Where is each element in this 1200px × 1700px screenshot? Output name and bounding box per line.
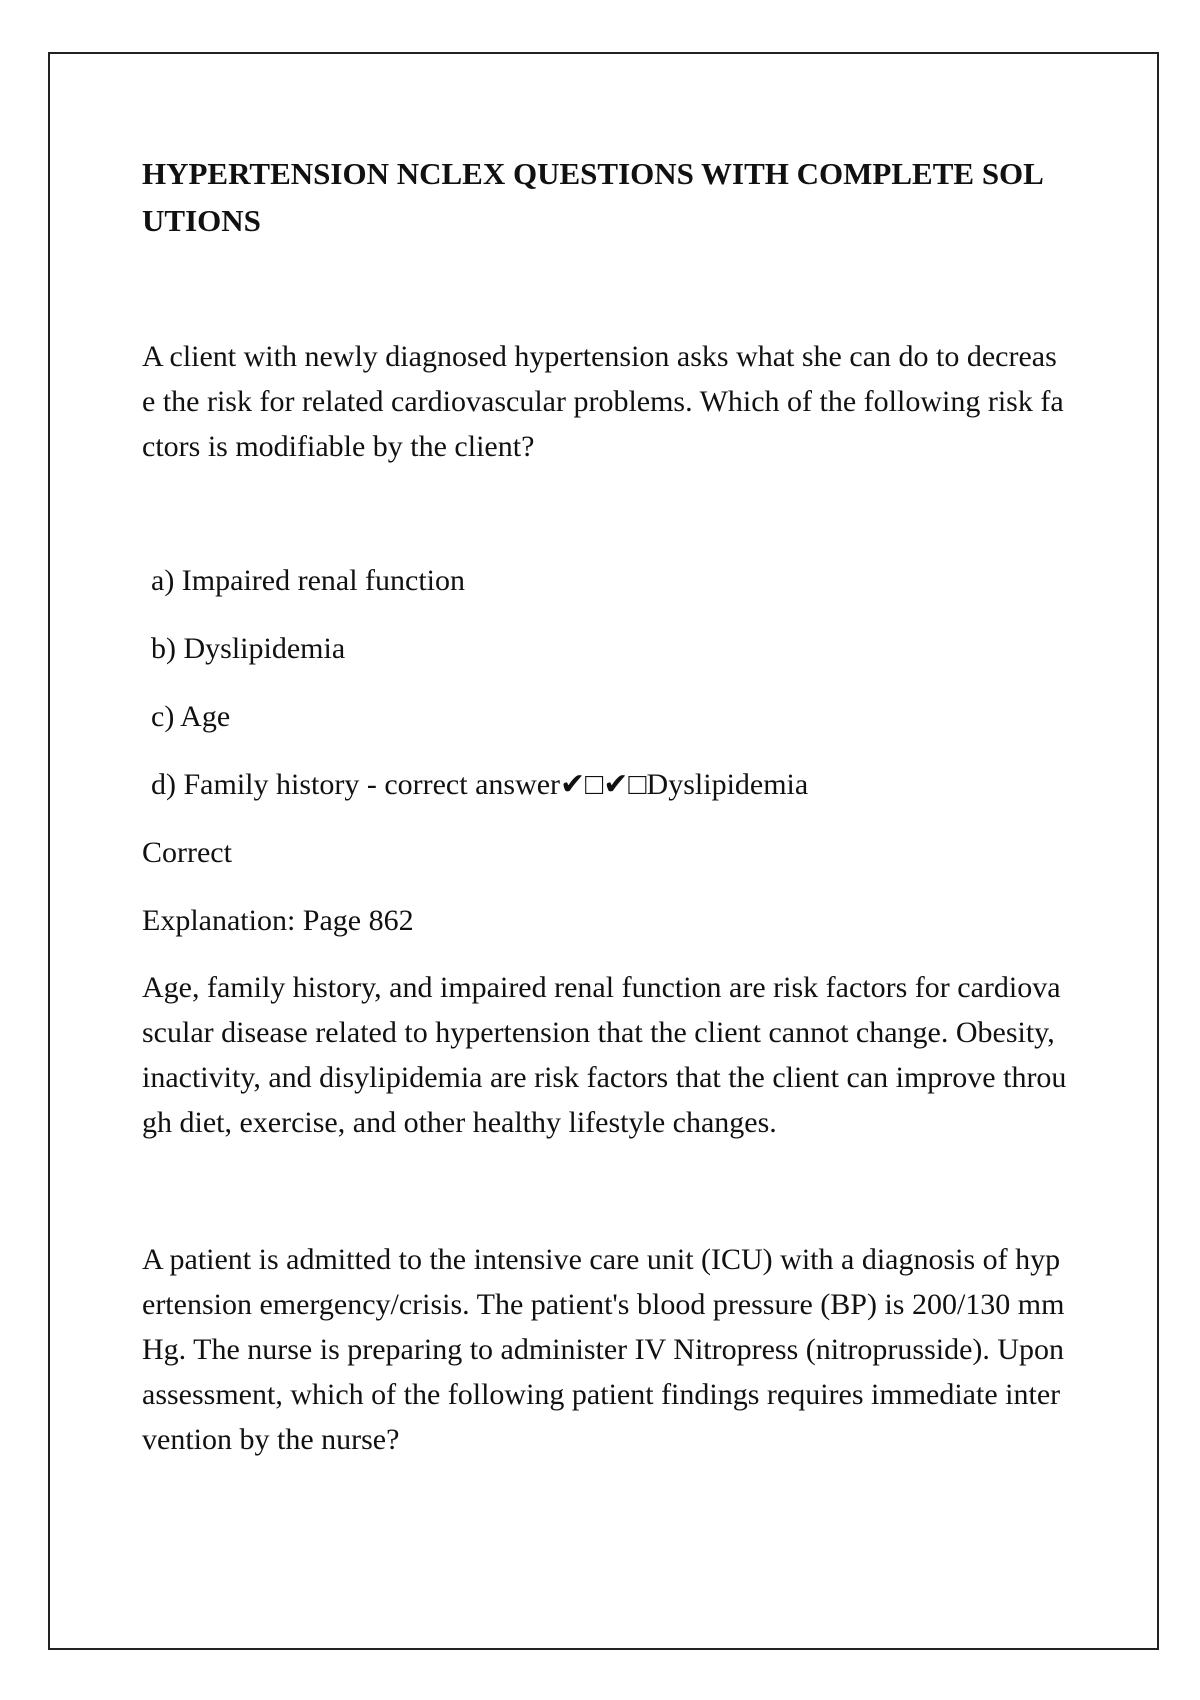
result-label: Correct: [142, 836, 232, 869]
question-1-text: A client with newly diagnosed hypertension asks what she can do to decrease the risk for related cardiovascular problems. Which of the following risk factors is modifiable by the client?: [142, 340, 1064, 463]
document-title: HYPERTENSION NCLEX QUESTIONS WITH COMPLETE SOLUTIONS: [142, 156, 1044, 238]
question-2-text: A patient is admitted to the intensive care unit (ICU) with a diagnosis of hypertension emergency/crisis. The patient's blood pressure (BP) is 200/130 mm Hg. The nurse is preparing to administer IV Nitropress (nitroprusside). Upon assessment, which of the following patient findings requires immediate intervention by the nurse?: [142, 1243, 1065, 1456]
explanation-reference: Explanation: Page 862: [142, 904, 414, 937]
question-1-options: [151, 558, 1071, 830]
option-d: d) Family history - correct answer✔□✔□Dyslipidemia: [151, 768, 809, 801]
explanation-text: Age, family history, and impaired renal function are risk factors for cardiovascular disease related to hypertension that the client cannot change. Obesity, inactivity, and disylipidemia are risk factors that the client can improve through diet, exercise, and other healthy lifestyle changes.: [142, 971, 1067, 1139]
option-c: c) Age: [151, 700, 231, 733]
option-b: b) Dyslipidemia: [151, 632, 346, 665]
option-a: a) Impaired renal function: [151, 564, 466, 597]
document-content: [142, 150, 1082, 1456]
